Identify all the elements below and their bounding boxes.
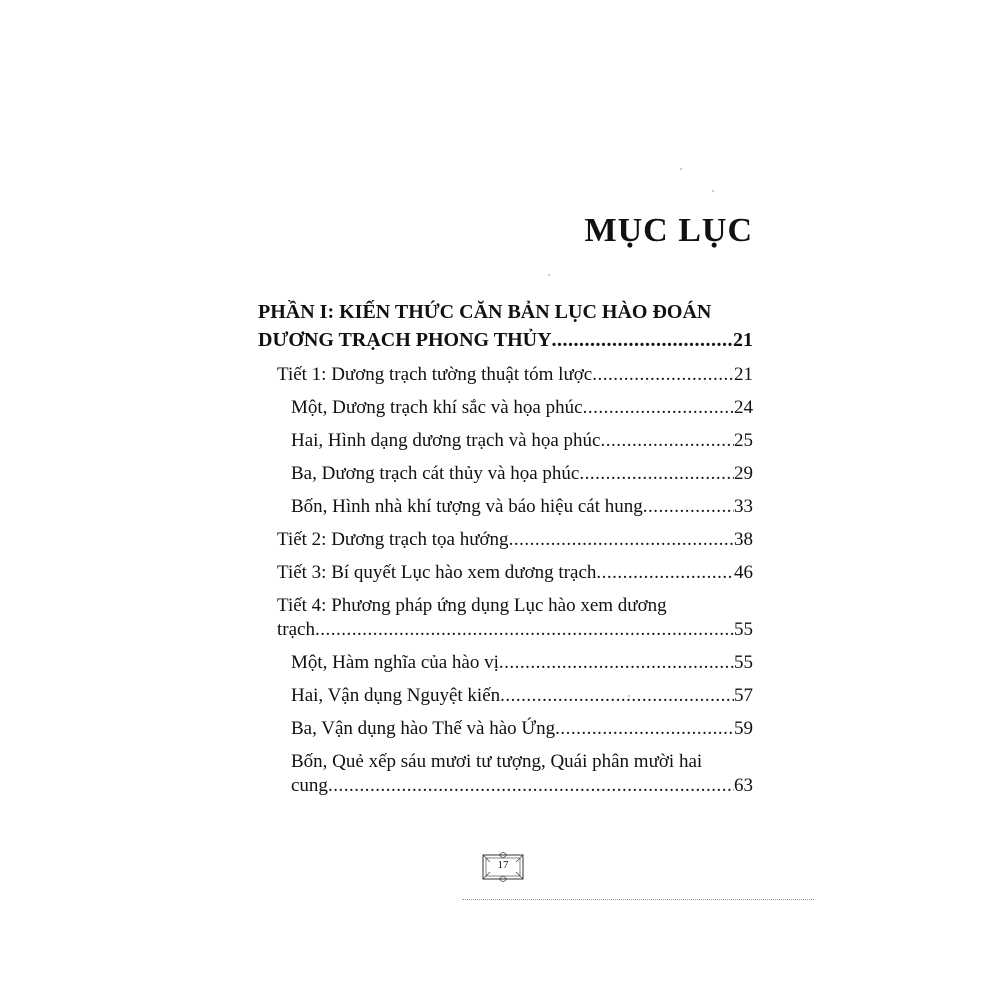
- dot-leader: [583, 396, 734, 420]
- toc-entry-label: Ba, Vận dụng hào Thế và hào Ứng: [291, 718, 556, 739]
- toc-entry-label: Hai, Hình dạng dương trạch và họa phúc: [291, 430, 601, 451]
- toc-entry: [258, 717, 753, 741]
- toc-entry: [258, 429, 753, 453]
- toc-entry: [258, 594, 753, 642]
- toc-entry: [258, 495, 753, 519]
- toc-entry: [258, 528, 753, 552]
- toc-entry-label: Một, Dương trạch khí sắc và họa phúc: [291, 397, 583, 418]
- footer-rule: [462, 899, 814, 900]
- dot-leader: [643, 495, 734, 519]
- toc-entry: [258, 363, 753, 387]
- toc-entry-label: Ba, Dương trạch cát thủy và họa phúc: [291, 463, 580, 484]
- page-number: 21: [734, 364, 753, 385]
- page-number: 57: [734, 685, 753, 706]
- dot-leader: [328, 774, 734, 798]
- toc-entry-first-line: Tiết 4: Phương pháp ứng dụng Lục hào xem dương: [277, 595, 667, 616]
- toc-entry: [258, 684, 753, 708]
- page-number: 38: [734, 529, 753, 550]
- part-heading-line-1: PHẦN I: KIẾN THỨC CĂN BẢN LỤC HÀO ĐOÁN: [258, 301, 712, 323]
- toc-entry: [258, 651, 753, 675]
- scan-speck: [680, 168, 682, 170]
- dot-leader: [509, 528, 734, 552]
- toc-entry-label: Một, Hàm nghĩa của hào vị: [291, 652, 499, 673]
- page-number: 55: [734, 619, 753, 640]
- toc-entry: [258, 462, 753, 486]
- toc-entry-label: Tiết 2: Dương trạch tọa hướng: [277, 529, 509, 550]
- toc-entry-label: Hai, Vận dụng Nguyệt kiến: [291, 685, 501, 706]
- toc-entry-label: Tiết 3: Bí quyết Lục hào xem dương trạch: [277, 562, 597, 583]
- dot-leader: [552, 326, 733, 354]
- page-number: 25: [734, 430, 753, 451]
- dot-leader: [600, 429, 734, 453]
- part-heading-label: DƯƠNG TRẠCH PHONG THỦY: [258, 329, 552, 351]
- dot-leader: [499, 651, 734, 675]
- toc-entry: [258, 561, 753, 585]
- dot-leader: [500, 684, 734, 708]
- toc-entry-label: trạch: [277, 619, 315, 640]
- toc-entry: [258, 750, 753, 798]
- page-number: 55: [734, 652, 753, 673]
- scan-speck: [628, 695, 630, 697]
- toc-entry-label: cung: [291, 775, 328, 796]
- page-number-ornament: [480, 852, 526, 882]
- dot-leader: [596, 561, 734, 585]
- page-number: 59: [734, 718, 753, 739]
- dot-leader: [592, 363, 734, 387]
- toc-entry: [258, 396, 753, 420]
- toc-entry-label: Bốn, Hình nhà khí tượng và báo hiệu cát hung: [291, 496, 643, 517]
- page-number: 46: [734, 562, 753, 583]
- part-heading-line-2: [258, 326, 753, 354]
- page-number: 63: [734, 775, 753, 796]
- scan-speck: [548, 274, 550, 276]
- scan-speck: [712, 190, 714, 192]
- page-title: MỤC LỤC: [584, 212, 753, 249]
- page-number: 24: [734, 397, 753, 418]
- dot-leader: [555, 717, 734, 741]
- page-number: 29: [734, 463, 753, 484]
- page-number: 33: [734, 496, 753, 517]
- folio-number: 17: [497, 859, 509, 871]
- table-of-contents: [258, 298, 753, 798]
- toc-entry-label: Tiết 1: Dương trạch tường thuật tóm lược: [277, 364, 593, 385]
- toc-part-heading: [258, 298, 753, 354]
- page-number: 21: [733, 329, 753, 351]
- dot-leader: [579, 462, 734, 486]
- toc-entry-first-line: Bốn, Quẻ xếp sáu mươi tư tượng, Quái phân mười hai: [291, 751, 703, 772]
- dot-leader: [315, 618, 734, 642]
